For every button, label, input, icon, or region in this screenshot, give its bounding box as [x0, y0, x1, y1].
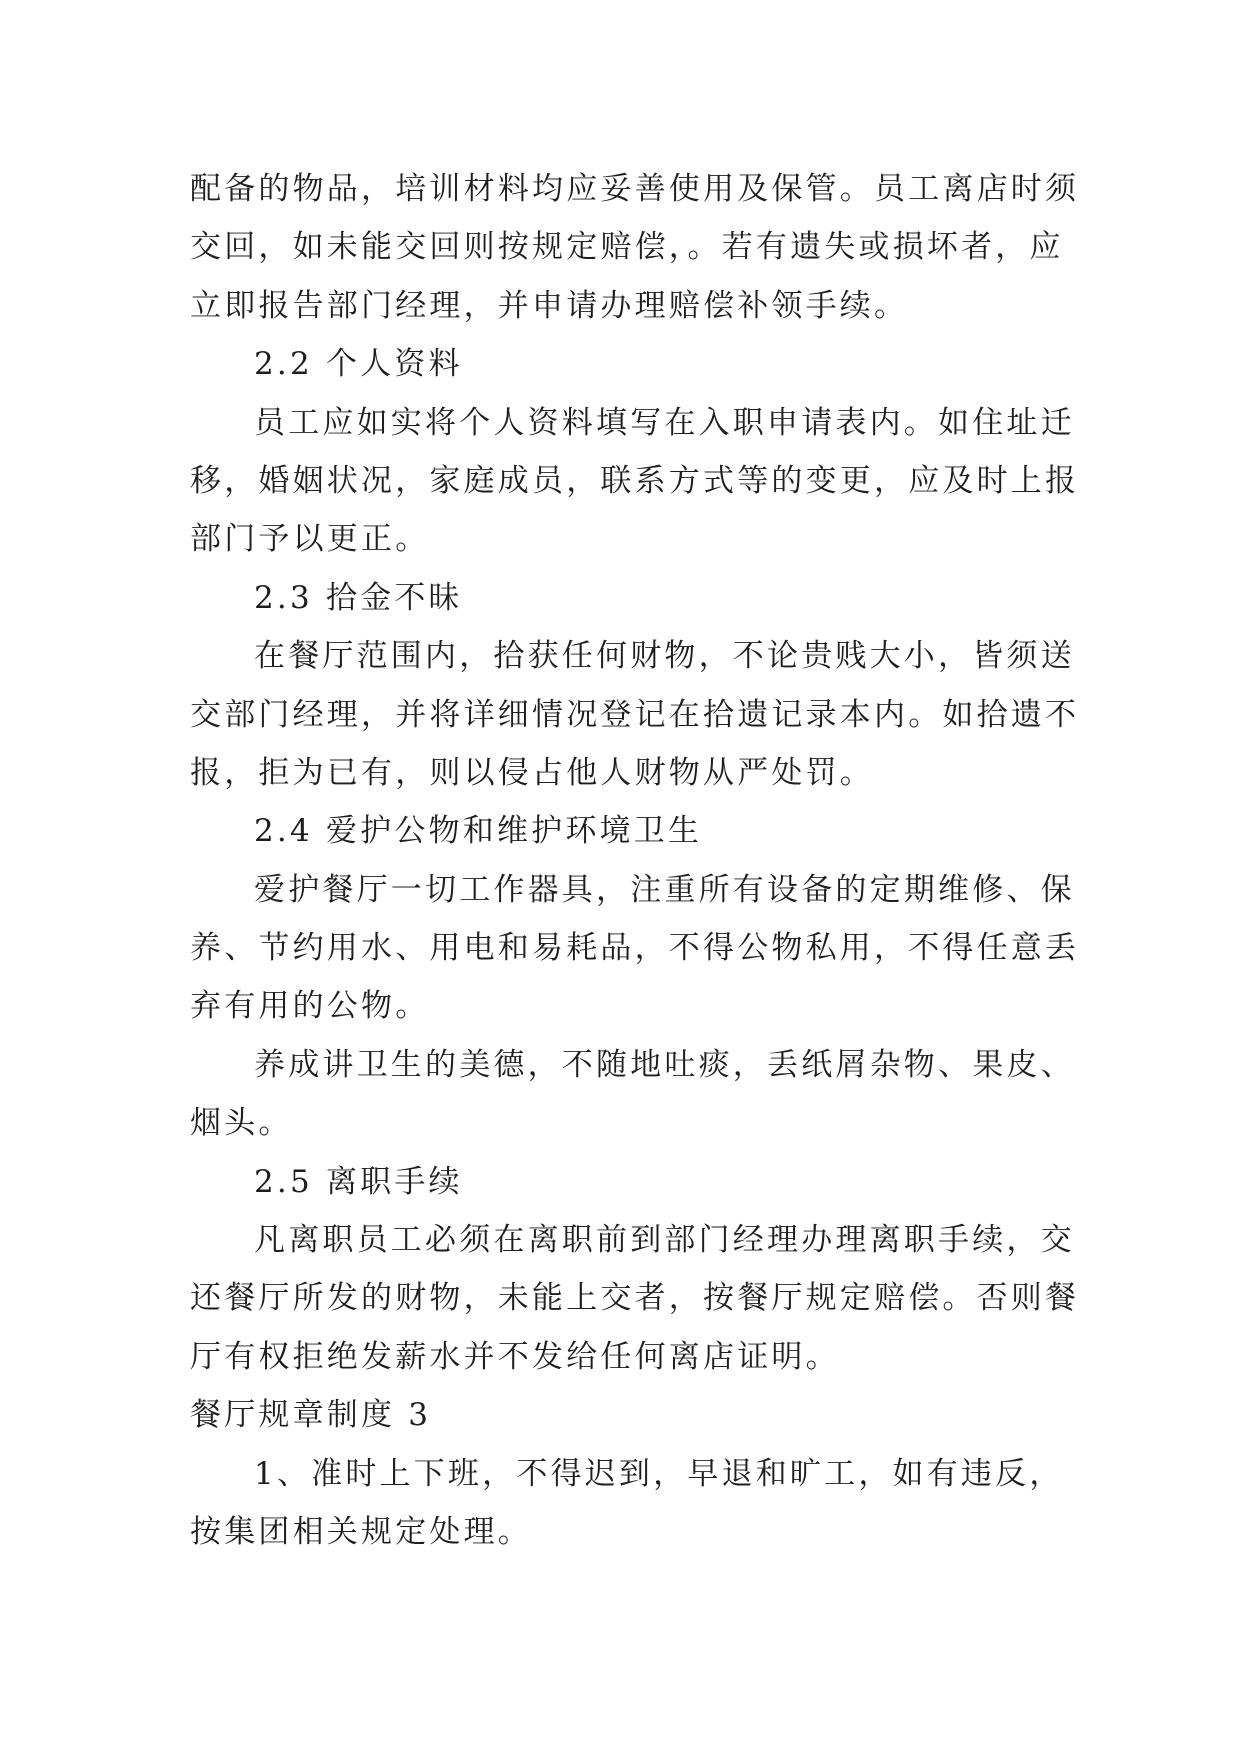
- body-line: 员工应如实将个人资料填写在入职申请表内。如住址迁: [254, 404, 1075, 441]
- body-line: 配备的物品，培训材料均应妥善使用及保管。员工离店时须: [190, 171, 1080, 207]
- document-title-3: 餐厅规章制度 3: [190, 1397, 432, 1434]
- body-line: 凡离职员工必须在离职前到部门经理办理离职手续，交: [254, 1222, 1075, 1259]
- body-line: 养、节约用水、用电和易耗品，不得公物私用，不得任意丢: [190, 930, 1080, 967]
- section-heading-2-3: 2.3 拾金不昧: [254, 579, 463, 616]
- body-line: 弃有用的公物。: [190, 988, 430, 1025]
- section-heading-2-4: 2.4 爱护公物和维护环境卫生: [254, 813, 703, 850]
- body-line: 按集团相关规定处理。: [190, 1513, 532, 1550]
- body-line: 交部门经理，并将详细情况登记在拾遗记录本内。如拾遗不: [190, 696, 1080, 733]
- body-line: 在餐厅范围内，拾获任何财物，不论贵贱大小，皆须送: [254, 638, 1075, 675]
- body-line: 烟头。: [190, 1105, 293, 1142]
- body-line: 交回，如未能交回则按规定赔偿，。若有遗失或损坏者，应: [190, 229, 1064, 266]
- section-heading-2-2: 2.2 个人资料: [254, 346, 463, 383]
- body-line: 厅有权拒绝发薪水并不发给任何离店证明。: [190, 1338, 840, 1375]
- body-line: 爱护餐厅一切工作器具，注重所有设备的定期维修、保: [254, 871, 1075, 908]
- body-line: 养成讲卫生的美德，不随地吐痰，丢纸屑杂物、果皮、: [254, 1046, 1075, 1083]
- body-line: 还餐厅所发的财物，未能上交者，按餐厅规定赔偿。否则餐: [190, 1280, 1080, 1317]
- section-heading-2-5: 2.5 离职手续: [254, 1163, 463, 1200]
- body-line: 移，婚姻状况，家庭成员，联系方式等的变更，应及时上报: [190, 462, 1080, 499]
- body-line: 部门予以更正。: [190, 521, 430, 558]
- body-line: 报，拒为已有，则以侵占他人财物从严处罚。: [190, 754, 874, 791]
- body-line: 立即报告部门经理，并申请办理赔偿补领手续。: [190, 287, 909, 324]
- document-body: [190, 160, 1080, 1561]
- body-line: 1、准时上下班，不得迟到，早退和旷工，如有违反，: [254, 1455, 1064, 1492]
